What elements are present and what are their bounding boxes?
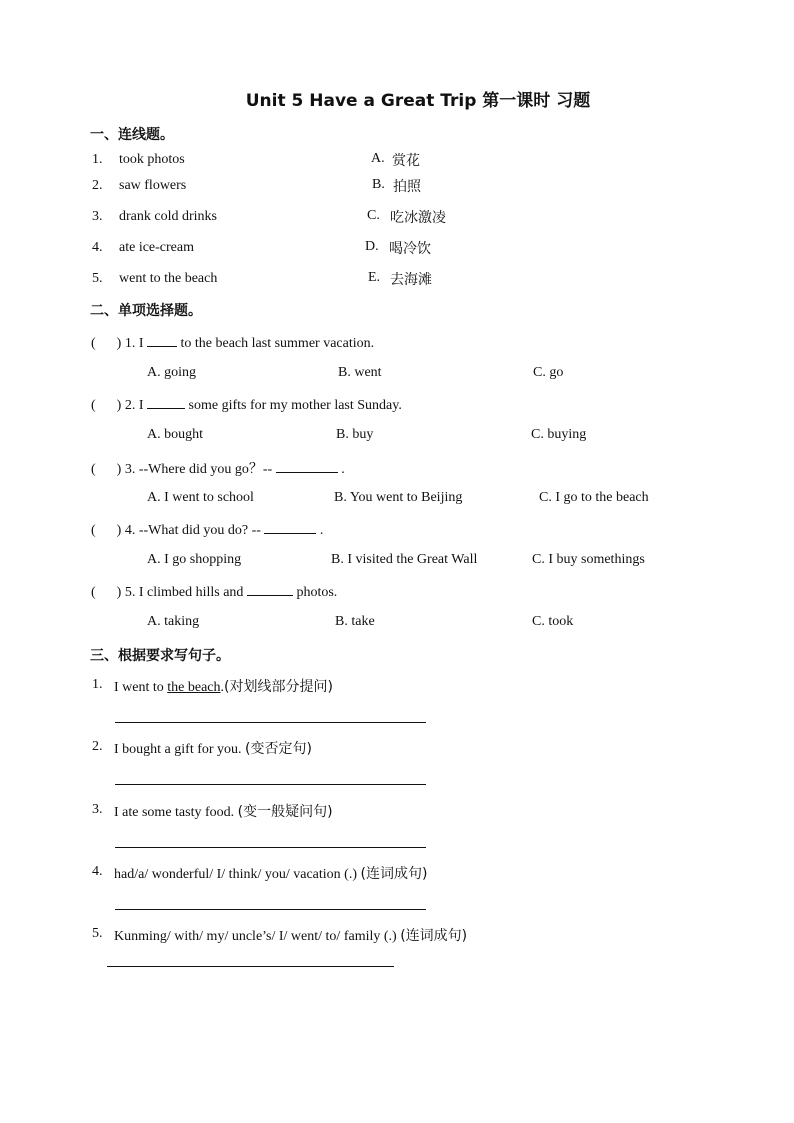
answer-paren-close: ) — [116, 523, 122, 538]
option-c: C. I buy somethings — [532, 552, 645, 567]
match-left-item: went to the beach — [119, 271, 218, 286]
match-right-letter: C. — [367, 208, 380, 223]
answer-paren-close: ) — [116, 398, 122, 413]
writing-item-prompt — [114, 801, 333, 821]
question-line — [91, 396, 402, 414]
option-b: B. I visited the Great Wall — [331, 552, 478, 567]
writing-item-prompt — [114, 863, 427, 883]
option-b: B. buy — [336, 427, 374, 442]
question-stem-end: . — [319, 523, 324, 538]
match-left-number: 5. — [92, 271, 103, 286]
match-left-number: 3. — [92, 209, 103, 224]
question-stem-end: photos. — [296, 585, 338, 600]
section-heading-multiple-choice: 二、单项选择题。 — [90, 303, 202, 319]
question-stem-end: . — [341, 462, 345, 477]
answer-paren-close: ) — [116, 462, 122, 477]
prompt-text: I went to — [114, 680, 168, 695]
writing-item-number: 5. — [92, 926, 103, 941]
match-left-number: 2. — [92, 178, 103, 193]
match-right-item: 拍照 — [393, 179, 421, 195]
instruction-hint: (变一般疑问句) — [237, 804, 333, 820]
answer-line[interactable] — [115, 847, 426, 848]
match-right-item: 吃冰激凌 — [390, 210, 446, 226]
match-right-letter: A. — [371, 151, 385, 166]
option-c: C. go — [533, 365, 564, 380]
match-right-item: 赏花 — [392, 153, 420, 169]
question-stem-end: some gifts for my mother last Sunday. — [188, 398, 402, 413]
match-left-item: ate ice-cream — [119, 240, 194, 255]
prompt-punctuation: . — [220, 680, 225, 695]
writing-item-number: 3. — [92, 802, 103, 817]
match-left-item: drank cold drinks — [119, 209, 217, 224]
answer-paren-open: ( — [91, 462, 96, 477]
answer-paren-open: ( — [91, 585, 96, 600]
option-a: A. I go shopping — [147, 552, 242, 567]
page-title: Unit 5 Have a Great Trip 第一课时 习题 — [245, 91, 591, 111]
match-left-item: saw flowers — [119, 178, 187, 193]
fill-blank[interactable] — [276, 460, 338, 473]
answer-line[interactable] — [115, 784, 426, 785]
fill-blank[interactable] — [147, 334, 177, 347]
question-stem-start: 4. --What did you do? -- — [124, 523, 261, 538]
question-stem-end: to the beach last summer vacation. — [180, 336, 375, 351]
option-a: A. taking — [147, 614, 200, 629]
instruction-hint: (对划线部分提问) — [224, 679, 333, 695]
answer-paren-close: ) — [116, 336, 122, 351]
fill-blank[interactable] — [247, 583, 293, 596]
fill-blank[interactable] — [147, 396, 185, 409]
option-a: A. going — [147, 365, 196, 380]
answer-paren-close: ) — [116, 585, 122, 600]
writing-item-prompt — [114, 676, 333, 696]
instruction-hint: (连词成句) — [400, 928, 468, 944]
question-stem-start: 5. I climbed hills and — [124, 585, 244, 600]
writing-item-prompt — [114, 738, 312, 758]
question-line — [91, 458, 345, 478]
instruction-hint: (变否定句) — [245, 741, 312, 757]
question-line — [91, 334, 374, 352]
section-heading-matching: 一、连线题。 — [90, 127, 174, 143]
question-stem-start: 2. I — [124, 398, 144, 413]
option-b: B. You went to Beijing — [334, 490, 463, 505]
answer-paren-open: ( — [91, 398, 96, 413]
answer-line[interactable] — [115, 722, 426, 723]
answer-line[interactable] — [107, 966, 394, 967]
underlined-phrase: the beach — [167, 680, 221, 695]
match-left-number: 1. — [92, 152, 103, 167]
instruction-hint: (连词成句) — [360, 866, 428, 882]
match-right-item: 喝冷饮 — [389, 241, 431, 257]
section-heading-sentence-writing: 三、根据要求写句子。 — [90, 648, 230, 664]
question-stem-start: 3. --Where did you go？-- — [124, 462, 273, 477]
option-b: B. went — [338, 365, 382, 380]
question-line — [91, 583, 337, 601]
answer-paren-open: ( — [91, 523, 96, 538]
match-left-number: 4. — [92, 240, 103, 255]
prompt-text: I ate some tasty food. — [114, 805, 238, 820]
option-a: A. bought — [147, 427, 203, 442]
writing-item-number: 1. — [92, 677, 103, 692]
question-line — [91, 521, 323, 539]
option-a: A. I went to school — [147, 490, 254, 505]
prompt-text: had/a/ wonderful/ I/ think/ you/ vacation (.) — [114, 867, 361, 882]
match-right-letter: D. — [365, 239, 379, 254]
question-stem-start: 1. I — [124, 336, 144, 351]
writing-item-number: 2. — [92, 739, 103, 754]
option-c: C. I go to the beach — [539, 490, 649, 505]
fill-blank[interactable] — [264, 521, 316, 534]
writing-item-number: 4. — [92, 864, 103, 879]
answer-line[interactable] — [115, 909, 426, 910]
match-right-item: 去海滩 — [390, 272, 432, 288]
prompt-text: Kunming/ with/ my/ uncle’s/ I/ went/ to/ family (.) — [114, 929, 401, 944]
option-b: B. take — [335, 614, 375, 629]
match-right-letter: B. — [372, 177, 385, 192]
option-c: C. took — [532, 614, 574, 629]
answer-paren-open: ( — [91, 336, 96, 351]
writing-item-prompt — [114, 925, 467, 945]
match-left-item: took photos — [119, 152, 185, 167]
match-right-letter: E. — [368, 270, 381, 285]
prompt-text: I bought a gift for you. — [114, 742, 246, 757]
option-c: C. buying — [531, 427, 587, 442]
